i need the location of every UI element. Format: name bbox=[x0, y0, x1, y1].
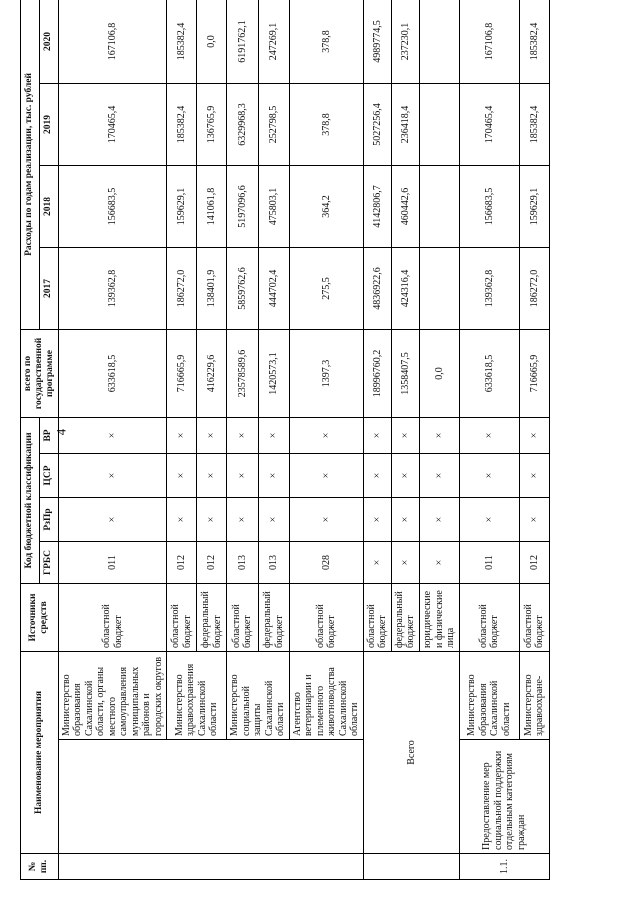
table-row bbox=[58, 0, 167, 880]
header-2020: 2020 bbox=[39, 0, 58, 83]
vr-cell: × bbox=[519, 417, 549, 453]
grbs-cell: 012 bbox=[197, 541, 227, 583]
header-name: Наименование мероприятия bbox=[21, 651, 59, 853]
y2017-cell: 139362,8 bbox=[459, 247, 519, 329]
y2018-cell: 156683,5 bbox=[459, 165, 519, 247]
org-cell: Министерство здравоохранения Сахалинской области bbox=[167, 651, 227, 739]
vr-cell: × bbox=[197, 417, 227, 453]
total-cell: 633618,5 bbox=[58, 329, 167, 417]
y2017-cell: 424316,4 bbox=[391, 247, 419, 329]
header-2019: 2019 bbox=[39, 83, 58, 165]
org-cell: Министерство образования Сахалинской области bbox=[459, 651, 519, 739]
vr-cell: × bbox=[459, 417, 519, 453]
header-grbs: ГРБС bbox=[39, 541, 58, 583]
csr-cell: × bbox=[58, 453, 167, 497]
y2017-cell: 4836922,6 bbox=[363, 247, 391, 329]
y2020-cell: 167106,8 bbox=[459, 0, 519, 83]
y2019-cell: 185382,4 bbox=[519, 83, 549, 165]
grbs-cell: 028 bbox=[289, 541, 363, 583]
grbs-cell: 011 bbox=[58, 541, 167, 583]
row-name-empty bbox=[58, 740, 363, 854]
total-cell: 23578589,6 bbox=[227, 329, 258, 417]
vr-cell: × bbox=[419, 417, 459, 453]
grbs-cell: 012 bbox=[519, 541, 549, 583]
vr-cell: × bbox=[363, 417, 391, 453]
header-exp-group: Расходы по годам реализации, тыс. рублей bbox=[21, 0, 40, 329]
csr-cell: × bbox=[391, 453, 419, 497]
row-no-empty bbox=[58, 854, 363, 880]
y2019-cell: 5027256,4 bbox=[363, 83, 391, 165]
org-cell: Министерство образования Сахалинской области, органы местного самоуправления муниципальных районов и городских округов bbox=[58, 651, 167, 739]
y2018-cell: 475803,1 bbox=[258, 165, 289, 247]
total-cell: 633618,5 bbox=[459, 329, 519, 417]
vr-cell: × bbox=[391, 417, 419, 453]
y2017-cell: 444702,4 bbox=[258, 247, 289, 329]
grbs-cell: × bbox=[363, 541, 391, 583]
csr-cell: × bbox=[459, 453, 519, 497]
total-cell: 416229,6 bbox=[197, 329, 227, 417]
header-vr: ВР bbox=[39, 417, 58, 453]
header-rzpr: РзПр bbox=[39, 497, 58, 541]
org-cell: Министерство социальной защиты Сахалинской области bbox=[227, 651, 290, 739]
grbs-cell: × bbox=[419, 541, 459, 583]
y2018-cell: 460442,6 bbox=[391, 165, 419, 247]
y2018-cell: 4142806,7 bbox=[363, 165, 391, 247]
rzpr-cell: × bbox=[391, 497, 419, 541]
y2017-cell: 139362,8 bbox=[58, 247, 167, 329]
source-cell: юридические и физические лица bbox=[419, 583, 459, 651]
header-2017: 2017 bbox=[39, 247, 58, 329]
header-csr: ЦСР bbox=[39, 453, 58, 497]
total-cell: 716665,9 bbox=[167, 329, 197, 417]
y2019-cell: 236418,4 bbox=[391, 83, 419, 165]
y2020-cell: 378,8 bbox=[289, 0, 363, 83]
y2018-cell: 159629,1 bbox=[167, 165, 197, 247]
y2019-cell: 185382,4 bbox=[167, 83, 197, 165]
total-row bbox=[363, 0, 391, 880]
source-cell: областной бюджет bbox=[289, 583, 363, 651]
source-cell: федеральный бюджет bbox=[391, 583, 419, 651]
grbs-cell: 013 bbox=[258, 541, 289, 583]
csr-cell: × bbox=[258, 453, 289, 497]
y2019-cell bbox=[419, 83, 459, 165]
y2019-cell: 252798,5 bbox=[258, 83, 289, 165]
y2018-cell: 156683,5 bbox=[58, 165, 167, 247]
rzpr-cell: × bbox=[289, 497, 363, 541]
rzpr-cell: × bbox=[519, 497, 549, 541]
y2018-cell: 364,2 bbox=[289, 165, 363, 247]
y2017-cell: 138401,9 bbox=[197, 247, 227, 329]
y2018-cell: 5197096,6 bbox=[227, 165, 258, 247]
y2020-cell: 247269,1 bbox=[258, 0, 289, 83]
rzpr-cell: × bbox=[227, 497, 258, 541]
org-cell: Министерство здравоохране- bbox=[519, 651, 549, 739]
header-no: № пп. bbox=[21, 854, 59, 880]
grbs-cell: 012 bbox=[167, 541, 197, 583]
source-cell: федеральный бюджет bbox=[258, 583, 289, 651]
total-label: Всего bbox=[363, 651, 459, 853]
y2020-cell: 4989774,5 bbox=[363, 0, 391, 83]
y2017-cell: 275,5 bbox=[289, 247, 363, 329]
header-total: всего по государственной программе bbox=[21, 329, 59, 417]
csr-cell: × bbox=[167, 453, 197, 497]
csr-cell: × bbox=[519, 453, 549, 497]
y2018-cell: 141061,8 bbox=[197, 165, 227, 247]
total-cell: 1397,3 bbox=[289, 329, 363, 417]
csr-cell: × bbox=[363, 453, 391, 497]
vr-cell: × bbox=[167, 417, 197, 453]
total-cell: 18996760,2 bbox=[363, 329, 391, 417]
y2018-cell bbox=[419, 165, 459, 247]
page-number: 4 bbox=[53, 428, 69, 436]
y2019-cell: 378,8 bbox=[289, 83, 363, 165]
source-cell: областной бюджет bbox=[58, 583, 167, 651]
y2020-cell: 0,0 bbox=[197, 0, 227, 83]
csr-cell: × bbox=[197, 453, 227, 497]
vr-cell: × bbox=[289, 417, 363, 453]
source-cell: областной бюджет bbox=[227, 583, 258, 651]
source-cell: областной бюджет bbox=[519, 583, 549, 651]
org-cell: Агентство ветеринарии и племенного животноводства Сахалинской области bbox=[289, 651, 363, 739]
rzpr-cell: × bbox=[258, 497, 289, 541]
total-no-empty bbox=[363, 854, 459, 880]
source-cell: областной бюджет bbox=[363, 583, 391, 651]
y2017-cell bbox=[419, 247, 459, 329]
y2020-cell: 167106,8 bbox=[58, 0, 167, 83]
rzpr-cell: × bbox=[197, 497, 227, 541]
rzpr-cell: × bbox=[58, 497, 167, 541]
csr-cell: × bbox=[289, 453, 363, 497]
y2020-cell: 185382,4 bbox=[519, 0, 549, 83]
y2019-cell: 136765,9 bbox=[197, 83, 227, 165]
total-cell: 0,0 bbox=[419, 329, 459, 417]
y2019-cell: 170465,4 bbox=[58, 83, 167, 165]
header-row-1 bbox=[21, 0, 40, 880]
y2017-cell: 186272,0 bbox=[519, 247, 549, 329]
rzpr-cell: × bbox=[363, 497, 391, 541]
measure-row bbox=[459, 0, 519, 880]
rzpr-cell: × bbox=[167, 497, 197, 541]
y2020-cell: 237230,1 bbox=[391, 0, 419, 83]
measure-name: Предоставление мер социальной поддержки отдельным категориям граждан bbox=[459, 740, 549, 854]
grbs-cell: 013 bbox=[227, 541, 258, 583]
grbs-cell: 011 bbox=[459, 541, 519, 583]
source-cell: областной бюджет bbox=[167, 583, 197, 651]
header-code-group: Код бюджетной классификации bbox=[21, 417, 40, 583]
total-cell: 1420573,1 bbox=[258, 329, 289, 417]
rzpr-cell: × bbox=[459, 497, 519, 541]
csr-cell: × bbox=[419, 453, 459, 497]
y2017-cell: 186272,0 bbox=[167, 247, 197, 329]
vr-cell: × bbox=[227, 417, 258, 453]
grbs-cell: × bbox=[391, 541, 419, 583]
budget-table bbox=[20, 0, 550, 880]
y2020-cell bbox=[419, 0, 459, 83]
y2017-cell: 5859762,6 bbox=[227, 247, 258, 329]
rzpr-cell: × bbox=[419, 497, 459, 541]
rotated-page bbox=[20, 0, 596, 880]
y2019-cell: 6329968,3 bbox=[227, 83, 258, 165]
y2018-cell: 159629,1 bbox=[519, 165, 549, 247]
header-source: Источники средств bbox=[21, 583, 59, 651]
y2020-cell: 185382,4 bbox=[167, 0, 197, 83]
measure-no: 1.1. bbox=[459, 854, 549, 880]
vr-cell: × bbox=[258, 417, 289, 453]
y2020-cell: 6191762,1 bbox=[227, 0, 258, 83]
y2019-cell: 170465,4 bbox=[459, 83, 519, 165]
source-cell: федеральный бюджет bbox=[197, 583, 227, 651]
header-2018: 2018 bbox=[39, 165, 58, 247]
csr-cell: × bbox=[227, 453, 258, 497]
source-cell: областной бюджет bbox=[459, 583, 519, 651]
vr-cell: × bbox=[58, 417, 167, 453]
total-cell: 716665,9 bbox=[519, 329, 549, 417]
total-cell: 1358407,5 bbox=[391, 329, 419, 417]
